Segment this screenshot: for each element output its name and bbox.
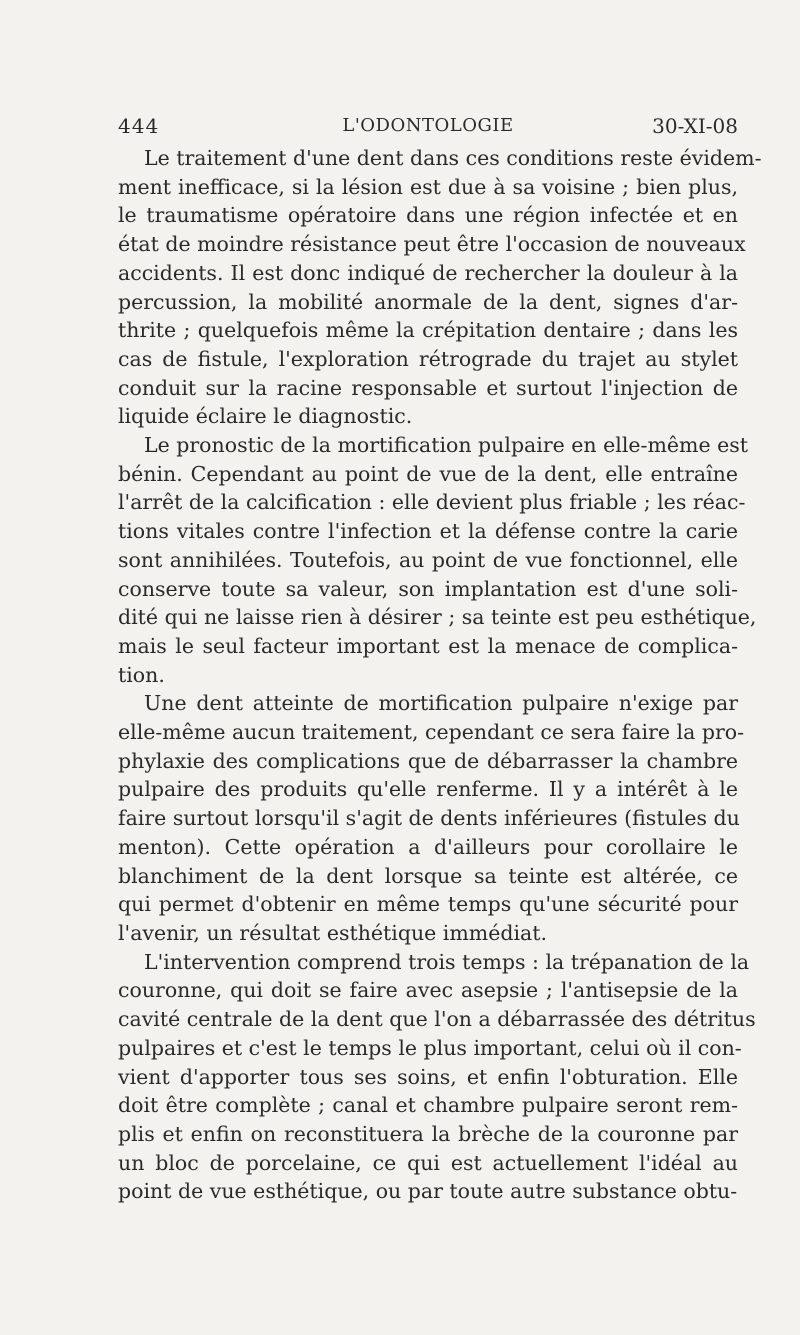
text-line: Le traitement d'une dent dans ces conditions reste évidem- [144,146,762,170]
running-head [118,111,738,141]
text-line: point de vue esthétique, ou par toute autre substance obtu- [118,1179,738,1204]
text-line: tions vitales contre l'infection et la défense contre la carie [118,519,738,544]
text-line: tion. [118,662,165,687]
text-line: elle-même aucun traitement, cependant ce sera faire la pro- [118,720,745,745]
paragraph [118,689,745,947]
text-line: cavité centrale de la dent que l'on a débarrassée des détritus [118,1007,756,1032]
text-line: l'arrêt de la calcification : elle devient plus friable ; les réac- [118,490,746,515]
page-number: 444 [118,114,160,138]
text-line: faire surtout lorsqu'il s'agit de dents inférieures (fistules du [118,806,740,831]
text-line: vient d'apporter tous ses soins, et enfin l'obturation. Elle [118,1064,738,1089]
text-line: ment inefficace, si la lésion est due à sa voisine ; bien plus, [118,174,738,199]
text-line: menton). Cette opération a d'ailleurs pour corollaire le [118,834,738,859]
paragraph [118,144,762,431]
text-line: pulpaire des produits qu'elle renferme. Il y a intérêt à le [118,777,738,802]
text-line: sont annihilées. Toutefois, au point de vue fonctionnel, elle [118,547,738,572]
text-line: conserve toute sa valeur, son implantation est d'une soli- [118,576,738,601]
text-line: blanchiment de la dent lorsque sa teinte est altérée, ce [118,863,738,888]
text-line: percussion, la mobilité anormale de la dent, signes d'ar- [118,289,738,314]
text-line: cas de fistule, l'exploration rétrograde du trajet au stylet [118,346,738,371]
text-line: plis et enfin on reconstituera la brèche de la couronne par [118,1121,738,1146]
text-line: un bloc de porcelaine, ce qui est actuellement l'idéal au [118,1150,738,1175]
text-line: L'intervention comprend trois temps : la trépanation de la [144,949,750,974]
text-line: bénin. Cependant au point de vue de la dent, elle entraîne [118,461,738,486]
journal-title: L'ODONTOLOGIE [342,115,514,136]
text-line: mais le seul facteur important est la menace de complica- [118,633,738,658]
text-line: phylaxie des complications que de débarrasser la chambre [118,748,738,773]
paragraph [118,948,756,1206]
text-line: le traumatisme opératoire dans une région infectée et en [118,203,738,228]
text-line: Le pronostic de la mortification pulpaire en elle-même est [144,433,748,458]
text-line: qui permet d'obtenir en même temps qu'une sécurité pour [118,892,738,917]
text-line: liquide éclaire le diagnostic. [118,404,413,429]
text-line: l'avenir, un résultat esthétique immédiat. [118,920,548,945]
paragraph [118,431,757,689]
text-line: thrite ; quelquefois même la crépitation dentaire ; dans les [118,318,738,343]
body-text [118,144,762,1206]
text-line: couronne, qui doit se faire avec asepsie ; l'antisepsie de la [118,978,738,1003]
text-line: accidents. Il est donc indiqué de rechercher la douleur à la [118,260,738,285]
text-line: conduit sur la racine responsable et surtout l'injection de [118,375,738,400]
text-line: Une dent atteinte de mortification pulpaire n'exige par [144,691,738,716]
text-line: dité qui ne laisse rien à désirer ; sa teinte est peu esthétique, [118,605,757,630]
text-line: pulpaires et c'est le temps le plus important, celui où il con- [118,1035,742,1060]
text-line: doit être complète ; canal et chambre pulpaire seront rem- [118,1093,738,1118]
issue-date: 30-XI-08 [652,114,738,138]
text-line: état de moindre résistance peut être l'occasion de nouveaux [118,232,746,257]
